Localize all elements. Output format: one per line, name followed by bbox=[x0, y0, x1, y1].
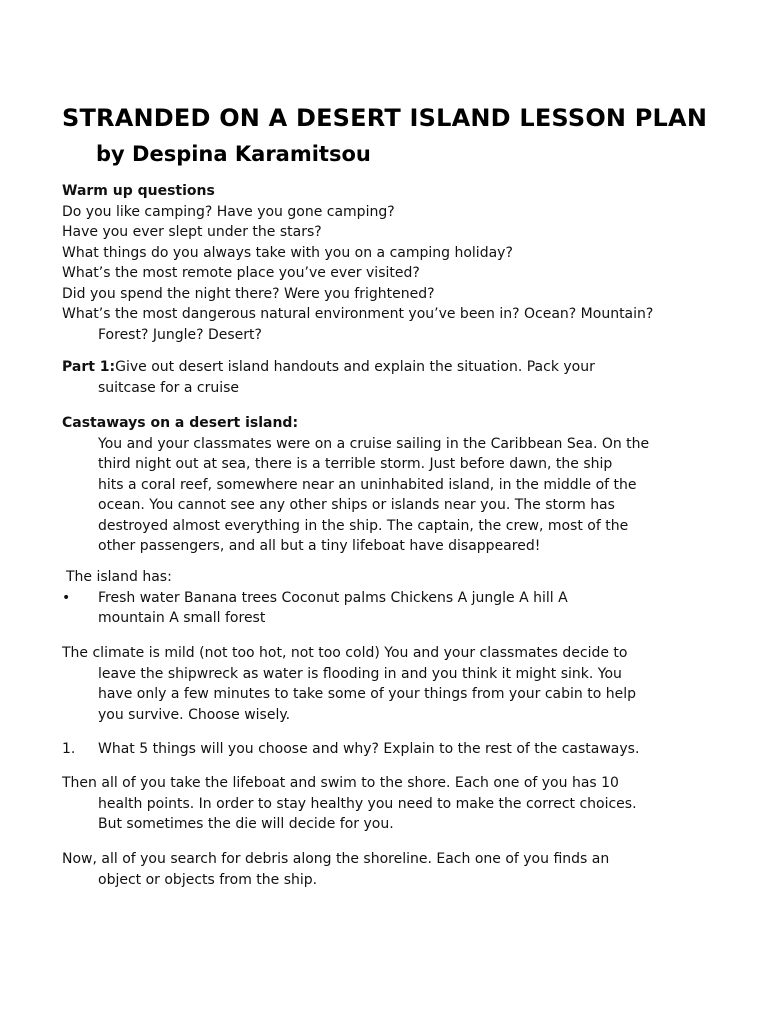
castaways-paragraph-line: third night out at sea, there is a terrible storm. Just before dawn, the ship bbox=[98, 456, 613, 472]
castaways-paragraph-line: other passengers, and all but a tiny lifeboat have disappeared! bbox=[98, 538, 541, 554]
question-number: 1. bbox=[62, 741, 76, 757]
castaways-paragraph-line: hits a coral reef, somewhere near an uninhabited island, in the middle of the bbox=[98, 476, 637, 493]
climate-line: leave the shipwreck as water is flooding in and you think it might sink. You bbox=[98, 665, 622, 682]
climate-paragraph bbox=[62, 643, 682, 725]
climate-line: have only a few minutes to take some of your things from your cabin to help bbox=[98, 686, 636, 702]
warmup-question: What things do you always take with you on a camping holiday? bbox=[62, 244, 513, 261]
island-bullet-line: mountain A small forest bbox=[98, 610, 266, 626]
part1-section bbox=[62, 357, 682, 398]
warmup-section bbox=[62, 181, 682, 345]
warmup-question-continuation: Forest? Jungle? Desert? bbox=[98, 326, 262, 343]
castaways-paragraph-line: You and your classmates were on a cruise sailing in the Caribbean Sea. On the bbox=[98, 435, 650, 452]
part1-text: Give out desert island handouts and explain the situation. Pack your bbox=[115, 359, 595, 375]
warmup-question: Have you ever slept under the stars? bbox=[62, 224, 322, 240]
castaways-paragraph-line: destroyed almost everything in the ship. The captain, the crew, most of the bbox=[98, 517, 629, 534]
warmup-question: Did you spend the night there? Were you frightened? bbox=[62, 285, 435, 302]
part1-continuation: suitcase for a cruise bbox=[98, 379, 240, 396]
lifeboat-line: health points. In order to stay healthy you need to make the correct choices. bbox=[98, 795, 637, 812]
warmup-question: What’s the most remote place you’ve ever visited? bbox=[62, 265, 420, 281]
bullet-icon: • bbox=[62, 589, 71, 606]
castaways-section bbox=[62, 413, 682, 557]
warmup-question: Do you like camping? Have you gone camping? bbox=[62, 203, 395, 220]
castaways-heading: Castaways on a desert island: bbox=[62, 415, 299, 431]
part1-line bbox=[62, 357, 682, 378]
debris-line: object or objects from the ship. bbox=[98, 871, 318, 888]
document-author: by Despina Karamitsou bbox=[96, 142, 371, 166]
climate-line: you survive. Choose wisely. bbox=[98, 706, 291, 723]
debris-line: Now, all of you search for debris along the shoreline. Each one of you finds an bbox=[62, 851, 610, 867]
debris-paragraph bbox=[62, 849, 682, 890]
climate-line: The climate is mild (not too hot, not too cold) You and your classmates decide to bbox=[62, 645, 628, 661]
numbered-item bbox=[62, 739, 682, 760]
warmup-heading: Warm up questions bbox=[62, 183, 215, 199]
island-bullet-item bbox=[62, 588, 682, 629]
warmup-question: What’s the most dangerous natural environment you’ve been in? Ocean? Mountain? bbox=[62, 306, 654, 322]
lifeboat-line: Then all of you take the lifeboat and swim to the shore. Each one of you has 10 bbox=[62, 775, 619, 791]
question-text: What 5 things will you choose and why? Explain to the rest of the castaways. bbox=[98, 741, 640, 757]
island-section bbox=[62, 567, 682, 629]
lifeboat-paragraph bbox=[62, 773, 682, 835]
document-title: STRANDED ON A DESERT ISLAND LESSON PLAN bbox=[62, 104, 708, 132]
island-intro: The island has: bbox=[66, 569, 172, 585]
lifeboat-line: But sometimes the die will decide for you. bbox=[98, 816, 394, 832]
question-1 bbox=[62, 739, 682, 760]
castaways-paragraph-line: ocean. You cannot see any other ships or islands near you. The storm has bbox=[98, 497, 615, 513]
part1-label: Part 1: bbox=[62, 359, 116, 375]
island-bullet-line: Fresh water Banana trees Coconut palms Chickens A jungle A hill A bbox=[98, 589, 568, 606]
